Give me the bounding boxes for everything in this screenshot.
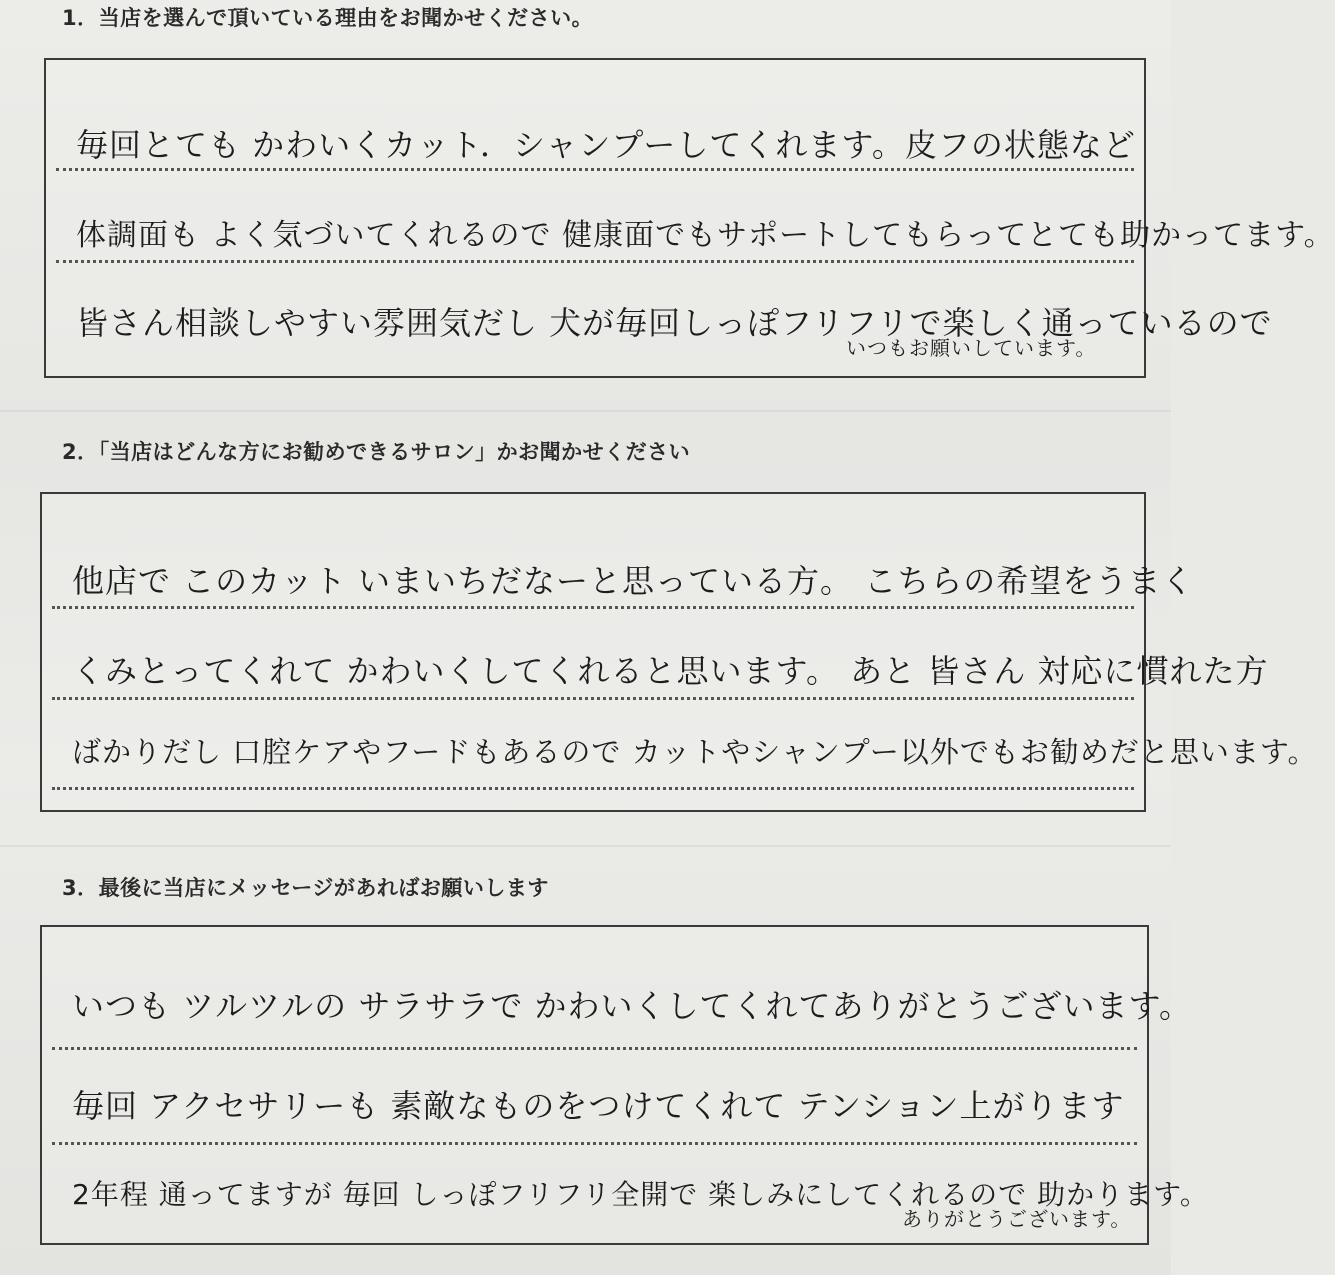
question-2: 2．「当店はどんな方にお勧めできるサロン」かお聞かせください (62, 440, 691, 464)
answer-3-line-2: 毎回 アクセサリーも 素敵なものをつけてくれて テンション上がります (72, 1087, 1125, 1125)
answer-box-2 (40, 492, 1318, 812)
dotted-rule (52, 787, 1134, 790)
dotted-rule (52, 1142, 1137, 1145)
answer-1-tail: いつもお願いしています。 (846, 336, 1097, 360)
answer-1-line-3: 皆さん相談しやすい雰囲気だし 犬が毎回しっぽフリフリで楽しく通っているので (76, 304, 1273, 342)
answer-2-line-2: くみとってくれて かわいくしてくれると思います。 あと 皆さん 対応に慣れた方 (72, 652, 1269, 690)
dotted-rule (52, 697, 1134, 700)
dotted-rule (56, 168, 1134, 171)
dotted-rule (56, 260, 1134, 263)
answer-box-3 (40, 925, 1209, 1245)
dotted-rule (52, 606, 1134, 609)
answer-2-line-3: ばかりだし 口腔ケアやフードもあるので カットやシャンプー以外でもお勧めだと思います。 (72, 735, 1318, 769)
answer-1-line-1: 毎回とても かわいくカット．シャンプーしてくれます。皮フの状態など (76, 126, 1136, 164)
answer-box-1 (44, 58, 1335, 378)
answer-3-line-1: いつも ツルツルの サラサラで かわいくしてくれてありがとうございます。 (72, 987, 1192, 1025)
question-3: 3．最後に当店にメッセージがあればお願いします (62, 876, 549, 900)
answer-3-tail: ありがとうございます。 (902, 1207, 1132, 1231)
answer-1-line-2: 体調面も よく気づいてくれるので 健康面でもサポートしてもらってとても助かってます。 (76, 218, 1335, 253)
paper-fold (0, 410, 1171, 412)
answer-2-line-1: 他店で このカット いまいちだなーと思っている方。 こちらの希望をうまく (72, 562, 1195, 600)
question-1: 1．当店を選んで頂いている理由をお聞かせください。 (62, 6, 594, 30)
answer-3-line-3: 2年程 通ってますが 毎回 しっぽフリフリ全開で 楽しみにしてくれるので 助かります。 (72, 1178, 1209, 1211)
dotted-rule (52, 1047, 1137, 1050)
paper-fold (0, 845, 1171, 847)
